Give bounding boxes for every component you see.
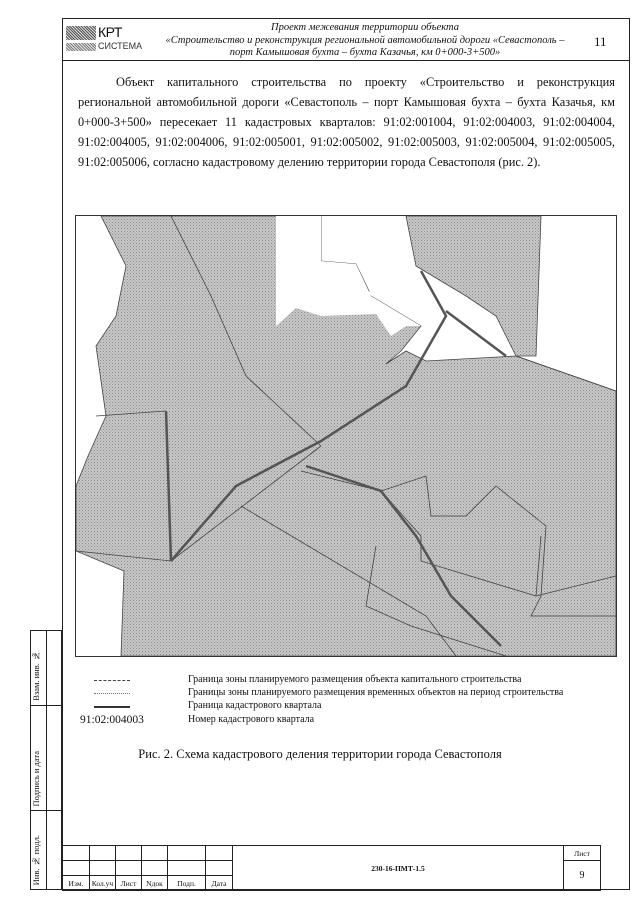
side-stamp-replaced-inv <box>30 630 62 706</box>
header-page-number: 11 <box>594 34 607 49</box>
sheet-number: 9 <box>564 861 601 891</box>
dashed-line-symbol <box>94 680 130 681</box>
stamp-column-label: Кол.уч <box>90 876 116 891</box>
side-stamp-original-inv <box>30 810 62 890</box>
body-paragraph: Объект капитального строительства по проекту «Строительство и реконструкция региональной автомобильной дороги «Севастополь – порт Камышовая бухта – бухта Казачья, км 0+000-3+500» пересекает 11 кадастровых кварталов: 91:02:001004, 91:02:004003, 91:02:004004, 91:02:004005, 91:02:004006, 91:02:005001, 91:02:005002, 91:02:005003, 91:02:005004, 91:02:005005, 91:02:005006, согласно кадастровому делению территории города Севастополя (рис. 2). <box>78 75 615 169</box>
header-title-line: Проект межевания территории объекта <box>271 22 459 33</box>
logo-subtext: СИСТЕМА <box>98 41 143 51</box>
legend-label: Граница кадастрового квартала <box>188 700 322 711</box>
side-stamp-label: Взам. инв. № <box>31 651 41 701</box>
header-title-line: порт Камышовая бухта – бухта Казачья, км 0+000-3+500» <box>229 47 501 58</box>
stamp-column-label: Дата <box>206 876 233 891</box>
side-stamp-label: Инв. № подл. <box>31 834 41 885</box>
stamp-column-label: Лист <box>116 876 142 891</box>
dotted-line-symbol <box>94 693 130 694</box>
legend-label: Номер кадастрового квартала <box>188 714 315 725</box>
solid-line-symbol <box>94 706 130 708</box>
document-code: 230-16-ПМТ-1.5 <box>233 846 564 891</box>
company-logo <box>66 26 142 56</box>
header-title-line: «Строительство и реконструкция региональной автомобильной дороги «Севастополь – <box>165 34 565 46</box>
legend-sample-number: 91:02:004003 <box>80 714 144 726</box>
cadastral-map <box>75 215 617 657</box>
stamp-column-label: Подп. <box>168 876 206 891</box>
sheet-label: Лист <box>564 846 601 861</box>
header-title <box>150 22 580 60</box>
stamp-column-label: Nдок <box>142 876 168 891</box>
side-stamp-label: Подпись и дата <box>31 750 41 806</box>
logo-text: КРТ <box>98 24 122 40</box>
stamp-column-label: Изм. <box>63 876 90 891</box>
header-divider <box>62 60 630 61</box>
title-block <box>62 845 601 891</box>
figure-caption: Рис. 2. Схема кадастрового деления территории города Севастополя <box>138 747 502 761</box>
legend-label: Границы зоны планируемого размещения временных объектов на период строительства <box>188 687 564 698</box>
side-stamp-signature-date <box>30 705 62 811</box>
legend-label: Граница зоны планируемого размещения объекта капитального строительства <box>188 674 522 685</box>
